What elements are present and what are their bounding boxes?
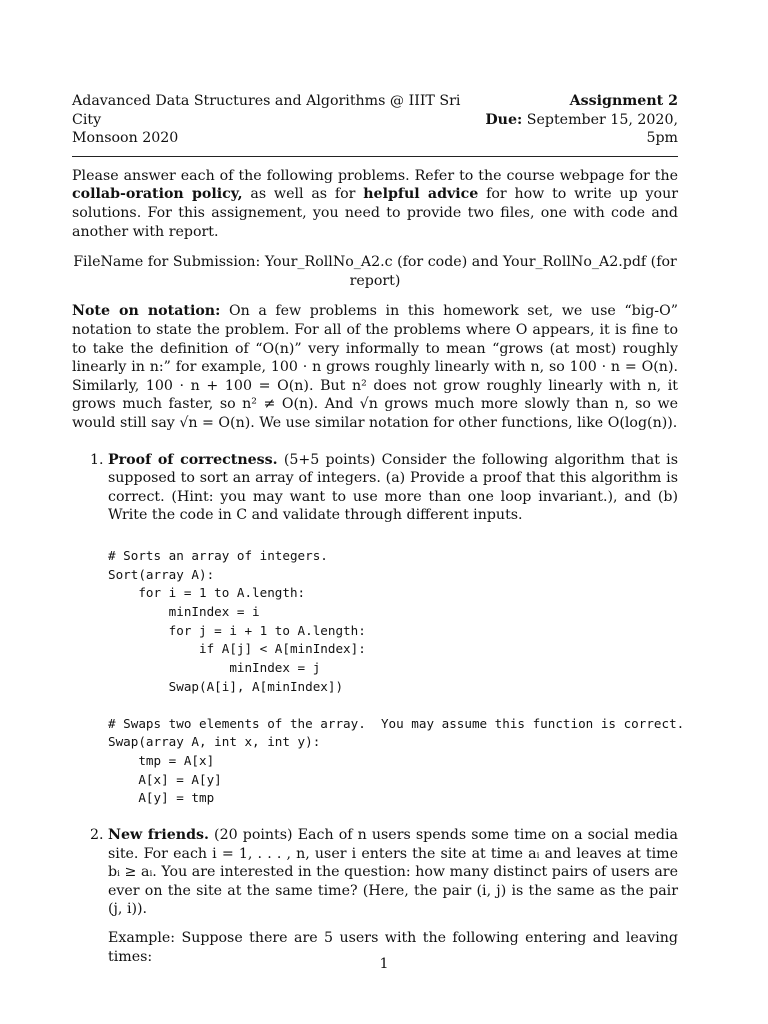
sort-code-block: # Sorts an array of integers. Sort(array A): for i = 1 to A.length: minIndex = i for j = i + 1 to A.length: if A[j] < A[minIndex]: minIndex = j Swap(A[i], A[minIndex]) <box>108 547 366 694</box>
assignment-title: Assignment 2 <box>569 93 678 109</box>
problem-1-text: (5+5 points) Consider the following algorithm that is supposed to sort an array of integers. (a) Provide a proof that this algorithm is correct. (Hint: you may want to use more than one loop invariant.), and (b) Write the code in C and validate through different inputs. <box>108 451 678 524</box>
problem-2 <box>108 826 678 966</box>
header-left <box>72 92 465 148</box>
notation-title: Note on notation: <box>72 303 221 320</box>
due-date <box>465 111 678 148</box>
notation-body: On a few problems in this homework set, we use “big-O” notation to state the problem. For all of the problems where O appears, it is fine to to take the definition of “O(n)” very informally to mean “grows (at most) roughly linearly in n:” for example, 100 · n grows roughly linearly with n, so 100 · n = O(n). Similarly, 100 · n + 100 = O(n). But n² does not grow roughly linearly with n, it grows much faster, so n² ≠ O(n). And √n grows much more slowly than n, so we would still say √n = O(n). We use similar notation for other functions, like O(log(n)). <box>72 303 678 431</box>
intro-text-1: Please answer each of the following problems. Refer to the course webpage for the <box>72 167 678 184</box>
intro-text-2: as well as for <box>242 186 364 203</box>
header-right <box>465 92 678 148</box>
problem-list <box>72 451 685 967</box>
due-value: September 15, 2020, 5pm <box>526 111 678 147</box>
filename-line: FileName for Submission: Your_RollNo_A2.c (for code) and Your_RollNo_A2.pdf (for report) <box>73 254 677 289</box>
problem-1-title: Proof of correctness. <box>108 451 278 468</box>
header <box>72 92 678 148</box>
problem-2-text: (20 points) Each of n users spends some time on a social media site. For each i = 1, . . . , n, user i enters the site at time aᵢ and leaves at time bᵢ ≥ aᵢ. You are interested in the question: how many distinct pairs of users are ever on the site at the same time? (Here, the pair (i, j) is the same as the pair (j, i)). <box>108 827 678 918</box>
problem-1 <box>108 451 685 809</box>
document-page <box>72 92 685 984</box>
intro-paragraph <box>72 167 678 241</box>
problem-2-title: New friends. <box>108 827 209 844</box>
due-label: Due: <box>485 111 523 128</box>
page-number: 1 <box>379 956 389 972</box>
swap-code-block: # Swaps two elements of the array. You may assume this function is correct. Swap(array A, int x, int y): tmp = A[x] A[x] = A[y] A[y] = tmp <box>108 715 685 806</box>
helpful-advice: helpful advice <box>363 186 479 203</box>
intro-text-3: for how to write up your solutions. For this assignement, you need to provide two files, one with code and another with report. <box>72 186 678 240</box>
notation-paragraph <box>72 302 678 432</box>
collaboration-policy: collab-oration policy, <box>72 186 243 203</box>
problem-2-example: Example: Suppose there are 5 users with the following entering and leaving times: <box>108 929 678 965</box>
header-rule <box>72 156 678 157</box>
course-title: Adavanced Data Structures and Algorithms @ IIIT Sri City <box>72 93 461 128</box>
term: Monsoon 2020 <box>72 130 179 147</box>
